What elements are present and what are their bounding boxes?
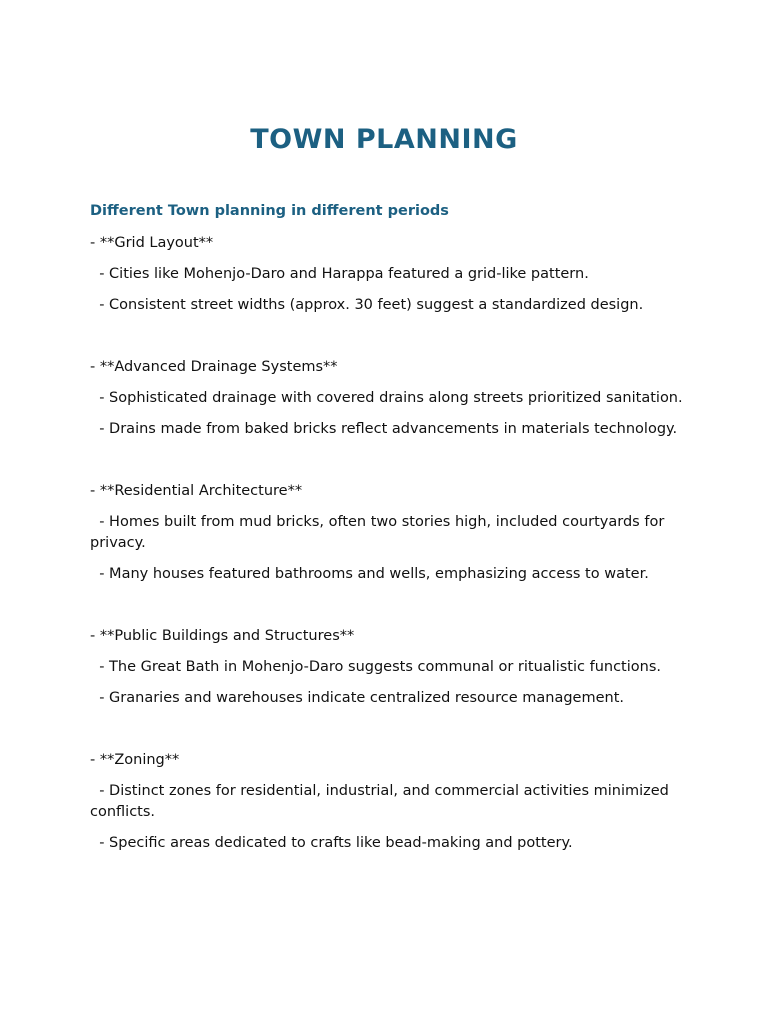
- section-drainage: [90, 357, 690, 440]
- section-point: - Sophisticated drainage with covered drains along streets prioritized sanitation.: [90, 390, 683, 406]
- section-point: - Distinct zones for residential, industrial, and commercial activities minimized conflicts.: [90, 783, 674, 820]
- section-heading: - **Zoning**: [90, 752, 180, 768]
- section-public-buildings: [90, 626, 690, 709]
- section-point: - Drains made from baked bricks reflect advancements in materials technology.: [90, 421, 678, 437]
- page-title: TOWN PLANNING: [250, 124, 518, 155]
- section-heading: - **Public Buildings and Structures**: [90, 628, 355, 644]
- section-heading: - **Advanced Drainage Systems**: [90, 359, 338, 375]
- section-point: - Consistent street widths (approx. 30 feet) suggest a standardized design.: [90, 297, 644, 313]
- document-body: [90, 200, 690, 895]
- section-heading: - **Grid Layout**: [90, 235, 214, 251]
- section-point: - Specific areas dedicated to crafts like bead-making and pottery.: [90, 835, 573, 851]
- section-point: - The Great Bath in Mohenjo-Daro suggests communal or ritualistic functions.: [90, 659, 661, 675]
- section-point: - Cities like Mohenjo-Daro and Harappa featured a grid-like pattern.: [90, 266, 589, 282]
- section-residential: [90, 481, 690, 585]
- section-point: - Homes built from mud bricks, often two stories high, included courtyards for privacy.: [90, 514, 669, 551]
- section-subtitle: Different Town planning in different periods: [90, 203, 449, 219]
- section-zoning: [90, 750, 690, 854]
- section-heading: - **Residential Architecture**: [90, 483, 303, 499]
- section-point: - Many houses featured bathrooms and wells, emphasizing access to water.: [90, 566, 649, 582]
- section-grid-layout: [90, 233, 690, 316]
- section-point: - Granaries and warehouses indicate centralized resource management.: [90, 690, 624, 706]
